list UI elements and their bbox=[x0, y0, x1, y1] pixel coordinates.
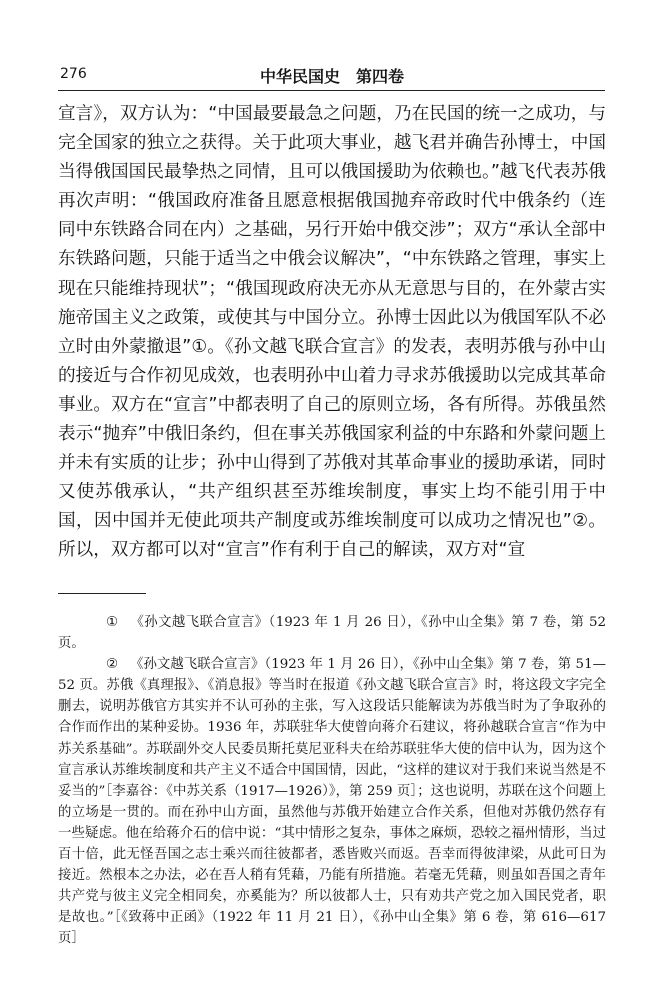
header-rule bbox=[58, 90, 605, 91]
page-number: 276 bbox=[60, 66, 87, 82]
footnote-2 bbox=[58, 654, 606, 949]
running-title: 中华民国史 第四卷 bbox=[259, 67, 404, 86]
main-text bbox=[58, 100, 606, 566]
footnote-text: 《孙文越飞联合宣言》（1923 年 1 月 26 日），《孙中山全集》第 7 卷，第 51—52 页。苏俄《真理报》、《消息报》等当时在报道《孙文越飞联合宣言》时，将这段文字完全删去，说明苏俄官方其实并不认可孙的主张，写入这段话只能解读为苏俄当时为了争取孙的合作而作出的某种妥协。1936 年，苏联驻华大使曾向蒋介石建议，将孙越联合宣言“作为中苏关系基础”。苏联副外交人民委员斯托莫尼亚科夫在给苏联驻华大使的信中认为，因为这个宣言承认苏维埃制度和共产主义不适合中国国情，因此，“这样的建议对于我们来说当然是不妥当的”［李嘉谷：《中苏关系（1917—1926）》，第 259 页］；这也说明，苏联在这个问题上的立场是一贯的。而在孙中山方面，虽然他与苏俄开始建立合作关系，但他对苏俄仍然存有一些疑虑。他在给蒋介石的信中说：“其中情形之复杂，事体之麻烦，恐较之福州情形，当过百十倍，此无怪吾国之志士乘兴而往彼都者，悉皆败兴而返。吾幸而得彼津梁，从此可日为接近。然根本之办法，必在吾人稍有凭藉，乃能有所措施。若毫无凭藉，则虽如吾国之青年共产党与彼主义完全相同矣，亦奚能为？所以彼都人士，只有劝共产党之加入国民党者，职是故也。”［《致蒋中正函》（1922 年 11 月 21 日），《孙中山全集》第 6 卷，第 616—617 页］ bbox=[58, 657, 606, 947]
footnote-text: 《孙文越飞联合宣言》（1923 年 1 月 26 日），《孙中山全集》第 7 卷，第 52 页。 bbox=[58, 615, 606, 652]
footnote-mark: ② bbox=[106, 657, 119, 673]
footnote-mark: ① bbox=[106, 615, 119, 630]
body-paragraph: 宣言》，双方认为：“中国最要最急之问题，乃在民国的统一之成功，与完全国家的独立之获得。关于此项大事业，越飞君并确告孙博士，中国当得俄国国民最挚热之同情，且可以俄国援助为依赖也。”越飞代表苏俄再次声明：“俄国政府准备且愿意根据俄国抛弃帝政时代中俄条约（连同中东铁路合同在内）之基础，另行开始中俄交涉”；双方“承认全部中东铁路问题，只能于适当之中俄会议解决”，“中东铁路之管理，事实上现在只能维持现状”；“俄国现政府决无亦从无意思与目的，在外蒙古实施帝国主义之政策，或使其与中国分立。孙博士因此以为俄国军队不必立时由外蒙撤退”①。《孙文越飞联合宣言》的发表，表明苏俄与孙中山的接近与合作初见成效，也表明孙中山着力寻求苏俄援助以完成其革命事业。双方在“宣言”中都表明了自己的原则立场，各有所得。苏俄虽然表示“抛弃”中俄旧条约，但在事关苏俄国家利益的中东路和外蒙问题上并未有实质的让步；孙中山得到了苏俄对其革命事业的援助承诺，同时又使苏俄承认，“共产组织甚至苏维埃制度，事实上均不能引用于中国，因中国并无使此项共产制度或苏维埃制度可以成功之情况也”②。所以，双方都可以对“宣言”作有利于自己的解读，双方对“宣 bbox=[58, 104, 606, 561]
footnote-1 bbox=[58, 612, 606, 654]
footnote-separator bbox=[58, 593, 146, 594]
footnotes bbox=[58, 612, 606, 950]
page-header bbox=[60, 64, 604, 86]
